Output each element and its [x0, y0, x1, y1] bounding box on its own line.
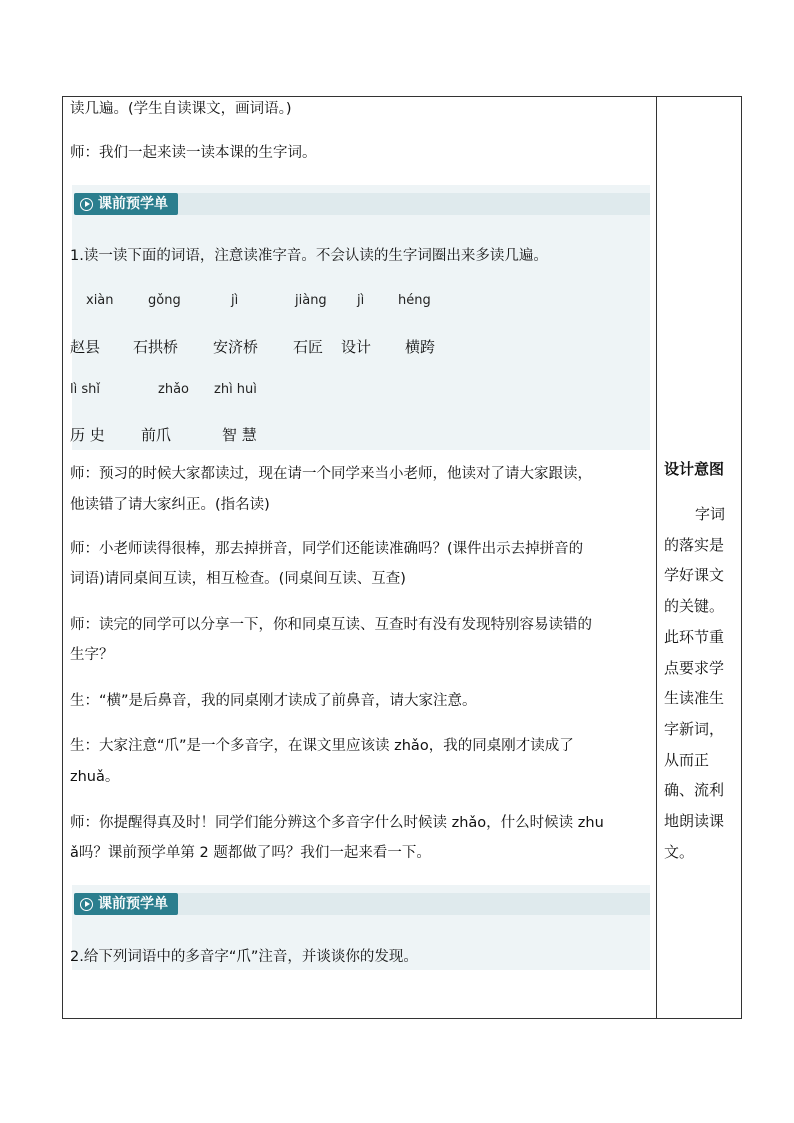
side-line: 此环节重 [664, 627, 725, 646]
pinyin: jiàng [295, 293, 327, 308]
pinyin: jì [231, 293, 239, 308]
badge-label: 课前预学单 [98, 896, 168, 912]
text-line: 师：我们一起来读一读本课的生字词。 [70, 145, 317, 161]
play-icon [80, 198, 93, 211]
prestudy-badge [74, 893, 178, 915]
pinyin: zhǎo [158, 382, 189, 397]
badge-label: 课前预学单 [98, 196, 168, 212]
word: 历 史 [70, 426, 105, 444]
pinyin: zhì huì [214, 382, 257, 397]
pinyin: xiàn [86, 293, 114, 308]
text-line: 他读错了请大家纠正。(指名读) [70, 497, 270, 513]
side-line: 的关键。 [664, 597, 725, 616]
side-line: 文。 [664, 842, 695, 861]
word: 赵县 [70, 338, 101, 356]
word: 横跨 [405, 338, 436, 356]
text-line: 师：预习的时候大家都读过，现在请一个同学来当小老师，他读对了请大家跟读， [70, 466, 592, 482]
side-line: 从而正 [664, 750, 710, 769]
side-line: 字词 [695, 505, 726, 523]
word: 石拱桥 [133, 338, 179, 356]
play-icon [80, 898, 93, 911]
side-line: 字新词， [664, 719, 725, 738]
word: 设计 [341, 338, 372, 356]
pinyin: lì shǐ [70, 382, 100, 397]
side-line: 的落实是 [664, 535, 725, 554]
word: 安济桥 [213, 338, 259, 356]
text-line: zhuǎ。 [70, 769, 120, 785]
side-line: 生读准生 [664, 689, 725, 708]
question-2: 2.给下列词语中的多音字“爪”注音，并谈谈你的发现。 [70, 949, 418, 965]
word: 智 慧 [222, 426, 257, 444]
text-line: 读几遍。(学生自读课文，画词语。) [70, 101, 292, 117]
text-line: 生：大家注意“爪”是一个多音字，在课文里应该读 zhǎo，我的同桌刚才读成了 [70, 738, 574, 754]
text-line: ǎ吗？课前预学单第 2 题都做了吗？我们一起来看一下。 [70, 845, 431, 861]
text-line: 师：读完的同学可以分享一下，你和同桌互读、互查时有没有发现特别容易读错的 [70, 617, 592, 633]
text-line: 生字？ [70, 647, 114, 663]
text-line: 师：小老师读得很棒，那去掉拼音，同学们还能读准确吗？(课件出示去掉拼音的 [70, 541, 584, 557]
side-line: 确、流利 [664, 781, 725, 800]
text-line: 生：“横”是后鼻音，我的同桌刚才读成了前鼻音，请大家注意。 [70, 693, 477, 709]
pinyin: gǒng [148, 293, 181, 308]
column-divider [656, 96, 657, 1019]
pinyin: héng [398, 293, 431, 308]
prestudy-badge [74, 193, 178, 215]
prestudy-panel [72, 185, 650, 450]
text-line: 词语)请同桌间互读，相互检查。(同桌间互读、互查) [70, 571, 406, 587]
design-intent-text [664, 499, 736, 867]
word: 前爪 [141, 426, 172, 444]
side-line: 地朗读课 [664, 812, 725, 831]
design-intent-title: 设计意图 [664, 460, 725, 478]
side-line: 学好课文 [664, 566, 725, 585]
pinyin: jì [357, 293, 365, 308]
word: 石匠 [293, 338, 324, 356]
text-line: 师：你提醒得真及时！同学们能分辨这个多音字什么时候读 zhǎo，什么时候读 zhu [70, 815, 604, 831]
question-1: 1.读一读下面的词语，注意读准字音。不会认读的生字词圈出来多读几遍。 [70, 248, 548, 264]
side-line: 点要求学 [664, 658, 725, 677]
